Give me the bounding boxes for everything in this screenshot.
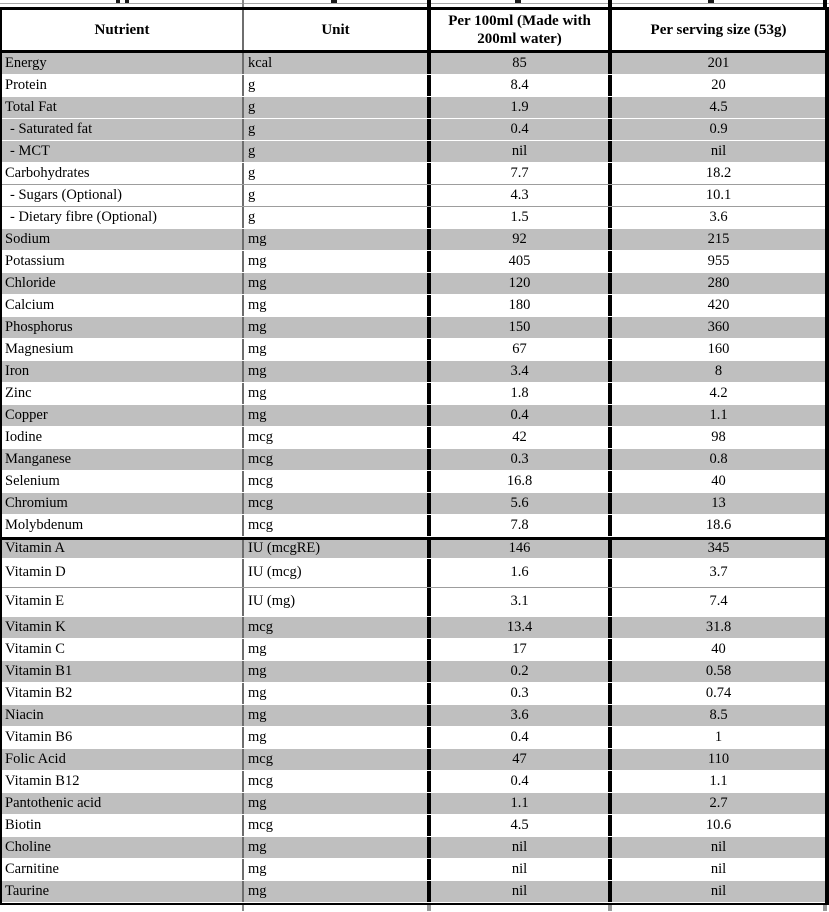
nutrient-cell: Magnesium: [2, 339, 244, 360]
per-serving-cell: 31.8: [705, 618, 732, 635]
nutrient-cell: Taurine: [2, 881, 244, 902]
table-row: [2, 75, 825, 97]
unit-cell: kcal: [244, 53, 431, 74]
nutrient-cell: Vitamin C: [2, 639, 244, 660]
table-row: [2, 229, 825, 251]
per-serving-cell: 3.7: [709, 564, 728, 581]
nutrient-cell: Copper: [2, 405, 244, 426]
unit-cell: mg: [244, 273, 431, 294]
nutrient-cell: Vitamin B1: [2, 661, 244, 682]
nutrient-cell: Choline: [2, 837, 244, 858]
unit-cell: g: [244, 97, 431, 118]
table-row: [2, 493, 825, 515]
nutrient-cell: Phosphorus: [2, 317, 244, 338]
table-row: [2, 449, 825, 471]
column-header-nutrient: Nutrient: [2, 10, 244, 50]
table-row: [2, 97, 825, 119]
unit-cell: g: [244, 185, 431, 206]
unit-cell: mg: [244, 661, 431, 682]
nutrient-cell: Iodine: [2, 427, 244, 448]
per-serving-cell: 0.8: [709, 450, 728, 467]
unit-cell: mg: [244, 361, 431, 382]
table-row: [2, 639, 825, 661]
unit-cell: IU (mcgRE): [244, 540, 431, 558]
per-serving-cell: 215: [707, 230, 730, 247]
per-100ml-cell: 1.6: [431, 559, 612, 587]
nutrient-cell: Selenium: [2, 471, 244, 492]
table-row: [2, 185, 825, 207]
column-border-stub: [823, 0, 827, 7]
per-100ml-cell: 0.4: [431, 771, 612, 792]
table-row: [2, 163, 825, 185]
table-row: [2, 361, 825, 383]
per-serving-cell: 360: [707, 318, 730, 335]
per-serving-cell: 18.2: [705, 164, 732, 181]
per-100ml-cell: 92: [431, 229, 612, 250]
table: [0, 7, 829, 905]
nutrient-cell: Calcium: [2, 295, 244, 316]
table-row: [2, 537, 825, 559]
per-100ml-cell: 1.5: [431, 207, 612, 228]
per-100ml-cell: nil: [431, 859, 612, 880]
nutrient-cell: - Dietary fibre (Optional): [2, 207, 244, 228]
table-row: [2, 207, 825, 229]
nutrient-cell: Niacin: [2, 705, 244, 726]
nutrient-cell: Vitamin D: [2, 559, 244, 587]
per-100ml-cell: 146: [431, 540, 612, 558]
per-100ml-cell: 42: [431, 427, 612, 448]
per-serving-cell: 160: [707, 340, 730, 357]
unit-cell: mcg: [244, 815, 431, 836]
nutrient-cell: Vitamin B12: [2, 771, 244, 792]
per-serving-cell: 420: [707, 296, 730, 313]
per-100ml-cell: 17: [431, 639, 612, 660]
unit-cell: mcg: [244, 749, 431, 770]
unit-cell: mg: [244, 859, 431, 880]
per-serving-cell: 8: [714, 362, 723, 379]
unit-cell: IU (mcg): [244, 559, 431, 587]
table-row: [2, 588, 825, 617]
per-100ml-cell: 3.4: [431, 361, 612, 382]
column-border-stub: [427, 0, 431, 7]
per-serving-cell: 955: [707, 252, 730, 269]
nutrient-cell: Molybdenum: [2, 515, 244, 536]
column-border-stub: [242, 905, 244, 911]
per-serving-cell: 345: [707, 540, 730, 557]
table-row: [2, 119, 825, 141]
table-row: [2, 295, 825, 317]
per-100ml-cell: 7.8: [431, 515, 612, 536]
nutrient-cell: Biotin: [2, 815, 244, 836]
per-100ml-cell: 3.1: [431, 588, 612, 616]
per-100ml-cell: 0.4: [431, 405, 612, 426]
cropped-row-remnant-bottom: [0, 905, 829, 911]
per-serving-cell: 1.1: [709, 772, 728, 789]
per-serving-cell: nil: [710, 860, 727, 877]
unit-cell: mcg: [244, 449, 431, 470]
table-row: [2, 683, 825, 705]
cropped-row-remnant-top: [0, 0, 829, 7]
text-remnant: [515, 0, 521, 3]
per-serving-cell: 110: [707, 750, 730, 767]
unit-cell: g: [244, 75, 431, 96]
unit-cell: mcg: [244, 617, 431, 638]
per-100ml-cell: 4.3: [431, 185, 612, 206]
text-remnant: [708, 0, 714, 3]
per-serving-cell: nil: [710, 142, 727, 159]
per-serving-cell: 7.4: [709, 593, 728, 610]
per-100ml-cell: 1.9: [431, 97, 612, 118]
text-remnant: [125, 0, 129, 3]
table-row: [2, 317, 825, 339]
table-body: [2, 53, 825, 903]
unit-cell: g: [244, 141, 431, 162]
nutrient-cell: Chromium: [2, 493, 244, 514]
per-serving-cell: 1: [714, 728, 723, 745]
table-row: [2, 559, 825, 588]
table-row: [2, 53, 825, 75]
unit-cell: mcg: [244, 427, 431, 448]
unit-cell: mg: [244, 251, 431, 272]
nutrient-cell: Folic Acid: [2, 749, 244, 770]
unit-cell: mg: [244, 705, 431, 726]
table-row: [2, 881, 825, 903]
nutrient-cell: - Saturated fat: [2, 119, 244, 140]
table-row: [2, 251, 825, 273]
per-serving-cell: nil: [710, 882, 727, 899]
nutrient-cell: Total Fat: [2, 97, 244, 118]
table-row: [2, 749, 825, 771]
nutrient-cell: Zinc: [2, 383, 244, 404]
table-row: [2, 727, 825, 749]
per-100ml-cell: 150: [431, 317, 612, 338]
nutrient-cell: Energy: [2, 53, 244, 74]
per-serving-cell: 40: [711, 472, 726, 489]
per-100ml-cell: 0.4: [431, 119, 612, 140]
table-row: [2, 859, 825, 881]
table-row: [2, 471, 825, 493]
table-row: [2, 815, 825, 837]
table-row: [2, 793, 825, 815]
per-serving-cell: nil: [710, 838, 727, 855]
per-100ml-cell: 5.6: [431, 493, 612, 514]
nutrient-cell: Sodium: [2, 229, 244, 250]
table-row: [2, 771, 825, 793]
unit-cell: mg: [244, 881, 431, 902]
unit-cell: mcg: [244, 515, 431, 536]
unit-cell: mcg: [244, 471, 431, 492]
table-row: [2, 383, 825, 405]
remnant-row-border: [0, 3, 829, 4]
nutrient-cell: Vitamin B2: [2, 683, 244, 704]
per-100ml-cell: nil: [431, 881, 612, 902]
per-100ml-cell: 47: [431, 749, 612, 770]
per-serving-cell: 1.1: [709, 406, 728, 423]
table-row: [2, 405, 825, 427]
text-remnant: [331, 0, 337, 3]
table-row: [2, 705, 825, 727]
nutrient-cell: Iron: [2, 361, 244, 382]
per-serving-cell: 0.74: [705, 684, 732, 701]
unit-cell: g: [244, 207, 431, 228]
nutrient-cell: Vitamin A: [2, 540, 244, 558]
unit-cell: mg: [244, 317, 431, 338]
nutrient-cell: - Sugars (Optional): [2, 185, 244, 206]
nutrient-cell: Carbohydrates: [2, 163, 244, 184]
per-100ml-cell: 8.4: [431, 75, 612, 96]
unit-cell: mg: [244, 683, 431, 704]
per-serving-cell: 98: [711, 428, 726, 445]
per-serving-cell: 201: [707, 54, 730, 71]
per-100ml-cell: 180: [431, 295, 612, 316]
per-100ml-cell: 0.2: [431, 661, 612, 682]
per-serving-cell: 0.58: [705, 662, 732, 679]
per-100ml-cell: 1.1: [431, 793, 612, 814]
per-100ml-cell: 0.4: [431, 727, 612, 748]
per-100ml-cell: 1.8: [431, 383, 612, 404]
per-100ml-cell: 67: [431, 339, 612, 360]
table-row: [2, 837, 825, 859]
per-100ml-cell: 120: [431, 273, 612, 294]
unit-cell: mg: [244, 405, 431, 426]
per-serving-cell: 18.6: [705, 516, 732, 533]
per-100ml-cell: 3.6: [431, 705, 612, 726]
per-serving-cell: 280: [707, 274, 730, 291]
per-100ml-cell: 0.3: [431, 449, 612, 470]
column-header-per-100ml: Per 100ml (Made with 200ml water): [431, 10, 612, 50]
per-serving-cell: 10.6: [705, 816, 732, 833]
per-serving-cell: 10.1: [705, 186, 732, 203]
table-row: [2, 273, 825, 295]
unit-cell: mcg: [244, 493, 431, 514]
per-serving-cell: 4.2: [709, 384, 728, 401]
unit-cell: mg: [244, 793, 431, 814]
table-row: [2, 515, 825, 537]
unit-cell: g: [244, 163, 431, 184]
nutrient-cell: Potassium: [2, 251, 244, 272]
unit-cell: IU (mg): [244, 588, 431, 616]
nutrient-cell: Vitamin K: [2, 617, 244, 638]
unit-cell: mg: [244, 727, 431, 748]
nutrient-cell: Carnitine: [2, 859, 244, 880]
unit-cell: mg: [244, 295, 431, 316]
per-serving-cell: 2.7: [709, 794, 728, 811]
per-serving-cell: 3.6: [709, 208, 728, 225]
per-serving-cell: 20: [711, 76, 726, 93]
text-remnant: [116, 0, 120, 3]
per-serving-cell: 4.5: [709, 98, 728, 115]
nutrient-cell: - MCT: [2, 141, 244, 162]
per-serving-cell: 0.9: [709, 120, 728, 137]
per-100ml-cell: nil: [431, 141, 612, 162]
column-border-stub: [608, 905, 612, 911]
column-border-stub: [242, 0, 244, 7]
per-100ml-cell: nil: [431, 837, 612, 858]
nutrient-cell: Vitamin B6: [2, 727, 244, 748]
unit-cell: mg: [244, 229, 431, 250]
unit-cell: mg: [244, 837, 431, 858]
unit-cell: mg: [244, 383, 431, 404]
table-row: [2, 661, 825, 683]
per-100ml-cell: 0.3: [431, 683, 612, 704]
per-100ml-cell: 4.5: [431, 815, 612, 836]
nutrient-cell: Protein: [2, 75, 244, 96]
column-header-unit: Unit: [244, 10, 431, 50]
column-border-stub: [608, 0, 612, 7]
nutrient-cell: Manganese: [2, 449, 244, 470]
column-border-stub: [427, 905, 431, 911]
per-100ml-cell: 16.8: [431, 471, 612, 492]
nutrient-cell: Chloride: [2, 273, 244, 294]
unit-cell: mg: [244, 639, 431, 660]
per-serving-cell: 13: [711, 494, 726, 511]
table-row: [2, 427, 825, 449]
table-row: [2, 141, 825, 163]
per-100ml-cell: 13.4: [431, 617, 612, 638]
column-header-per-serving: Per serving size (53g): [650, 22, 787, 38]
unit-cell: mcg: [244, 771, 431, 792]
table-row: [2, 339, 825, 361]
per-serving-cell: 8.5: [709, 706, 728, 723]
table-header-row: [2, 10, 825, 53]
per-100ml-cell: 7.7: [431, 163, 612, 184]
unit-cell: g: [244, 119, 431, 140]
nutrient-cell: Pantothenic acid: [2, 793, 244, 814]
table-row: [2, 617, 825, 639]
per-100ml-cell: 405: [431, 251, 612, 272]
nutrient-cell: Vitamin E: [2, 588, 244, 616]
per-100ml-cell: 85: [431, 53, 612, 74]
column-border-stub: [823, 905, 827, 911]
per-serving-cell: 40: [711, 640, 726, 657]
unit-cell: mg: [244, 339, 431, 360]
